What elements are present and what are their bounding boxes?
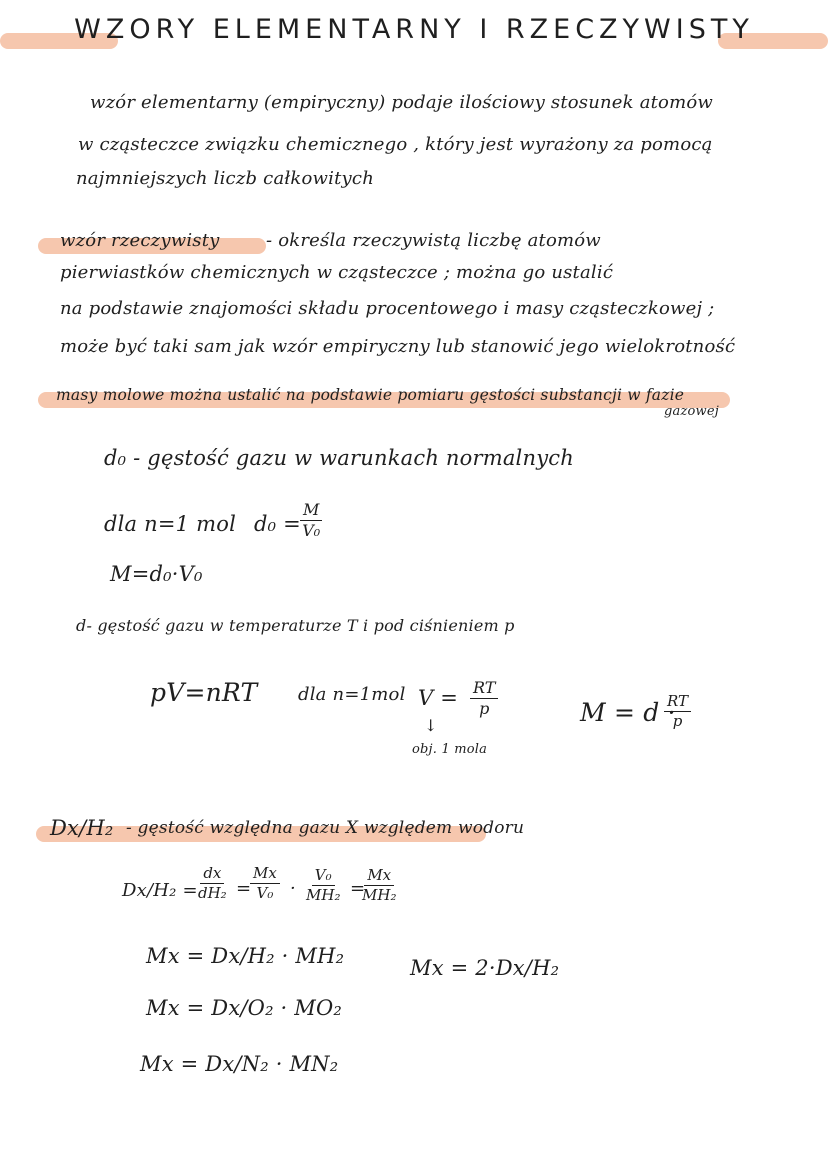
fraction-denominator: V₀ xyxy=(256,884,274,902)
real-line-2: pierwiastków chemicznych w cząsteczce ; można go ustalić xyxy=(60,262,614,283)
fraction-numerator: Mx xyxy=(364,868,394,886)
real-line-4: może być taki sam jak wzór empiryczny lub stanowić jego wielokrotność xyxy=(60,336,736,357)
relative-eq-sign-3: = xyxy=(350,878,366,899)
fraction-denominator: MH₂ xyxy=(306,886,341,904)
density-normal-lhs: d₀ = xyxy=(254,512,301,536)
relative-dot: · xyxy=(290,878,296,899)
fraction-denominator: dH₂ xyxy=(198,884,227,902)
relative-fraction-2 xyxy=(250,866,280,901)
elementary-line-3: najmniejszych liczb całkowitych xyxy=(76,168,374,189)
mx-nitrogen: Mx = Dx/N₂ · MN₂ xyxy=(140,1052,339,1076)
molar-volume-note: obj. 1 mola xyxy=(412,742,488,757)
density-normal-def: d₀ - gęstość gazu w warunkach normalnych xyxy=(104,446,574,470)
real-term: wzór rzeczywisty xyxy=(60,230,220,251)
fraction-denominator: MH₂ xyxy=(362,886,397,904)
density-t-def: d- gęstość gazu w temperaturze T i pod ciśnieniem p xyxy=(76,616,515,635)
molar-mass-fraction xyxy=(664,694,691,729)
molar-mass-lhs: M = d · xyxy=(580,698,676,727)
relative-fraction-3 xyxy=(306,868,340,903)
density-t-cond: dla n=1mol xyxy=(298,684,406,705)
mx-hydrogen-simplified: Mx = 2·Dx/H₂ xyxy=(410,956,560,980)
molar-line-end: gazowej xyxy=(664,404,719,419)
mx-oxygen: Mx = Dx/O₂ · MO₂ xyxy=(146,996,343,1020)
density-normal-cond: dla n=1 mol xyxy=(104,512,236,536)
relative-fraction-1 xyxy=(198,866,227,901)
real-line-3: na podstawie znajomości składu procentowego i masy cząsteczkowej ; xyxy=(60,298,715,319)
elementary-line-2: w cząsteczce związku chemicznego , który jest wyrażony za pomocą xyxy=(78,134,713,155)
density-normal-result: M=d₀·V₀ xyxy=(110,562,203,586)
mx-hydrogen: Mx = Dx/H₂ · MH₂ xyxy=(146,944,345,968)
relative-eq-sign-2: = xyxy=(236,878,252,899)
fraction-numerator: M xyxy=(300,502,322,521)
arrow-down-icon: ↓ xyxy=(424,716,438,735)
relative-eq-lhs: Dx/H₂ = xyxy=(122,880,198,901)
relative-symbol: Dx/H₂ xyxy=(50,816,114,840)
fraction-denominator: p xyxy=(479,699,490,718)
molar-line: masy molowe można ustalić na podstawie pomiaru gęstości substancji w fazie xyxy=(56,386,685,404)
density-t-fraction xyxy=(470,680,498,717)
elementary-line-1: wzór elementarny (empiryczny) podaje ilościowy stosunek atomów xyxy=(90,92,714,113)
fraction-numerator: RT xyxy=(470,680,498,699)
relative-fraction-4 xyxy=(362,868,396,903)
page-title: WZORY ELEMENTARNY I RZECZYWISTY xyxy=(74,14,754,45)
fraction-denominator: p xyxy=(672,712,683,730)
fraction-numerator: V₀ xyxy=(312,868,335,886)
fraction-numerator: dx xyxy=(200,866,224,884)
fraction-numerator: RT xyxy=(664,694,691,712)
fraction-denominator: V₀ xyxy=(302,521,321,540)
relative-def: - gęstość względna gazu X względem wodoru xyxy=(126,818,525,838)
density-normal-fraction xyxy=(300,502,322,539)
fraction-numerator: Mx xyxy=(250,866,280,884)
density-t-lhs: V = xyxy=(418,686,459,710)
ideal-gas-eq: pV=nRT xyxy=(150,678,258,707)
real-line-1-rest: - określa rzeczywistą liczbę atomów xyxy=(266,230,601,251)
